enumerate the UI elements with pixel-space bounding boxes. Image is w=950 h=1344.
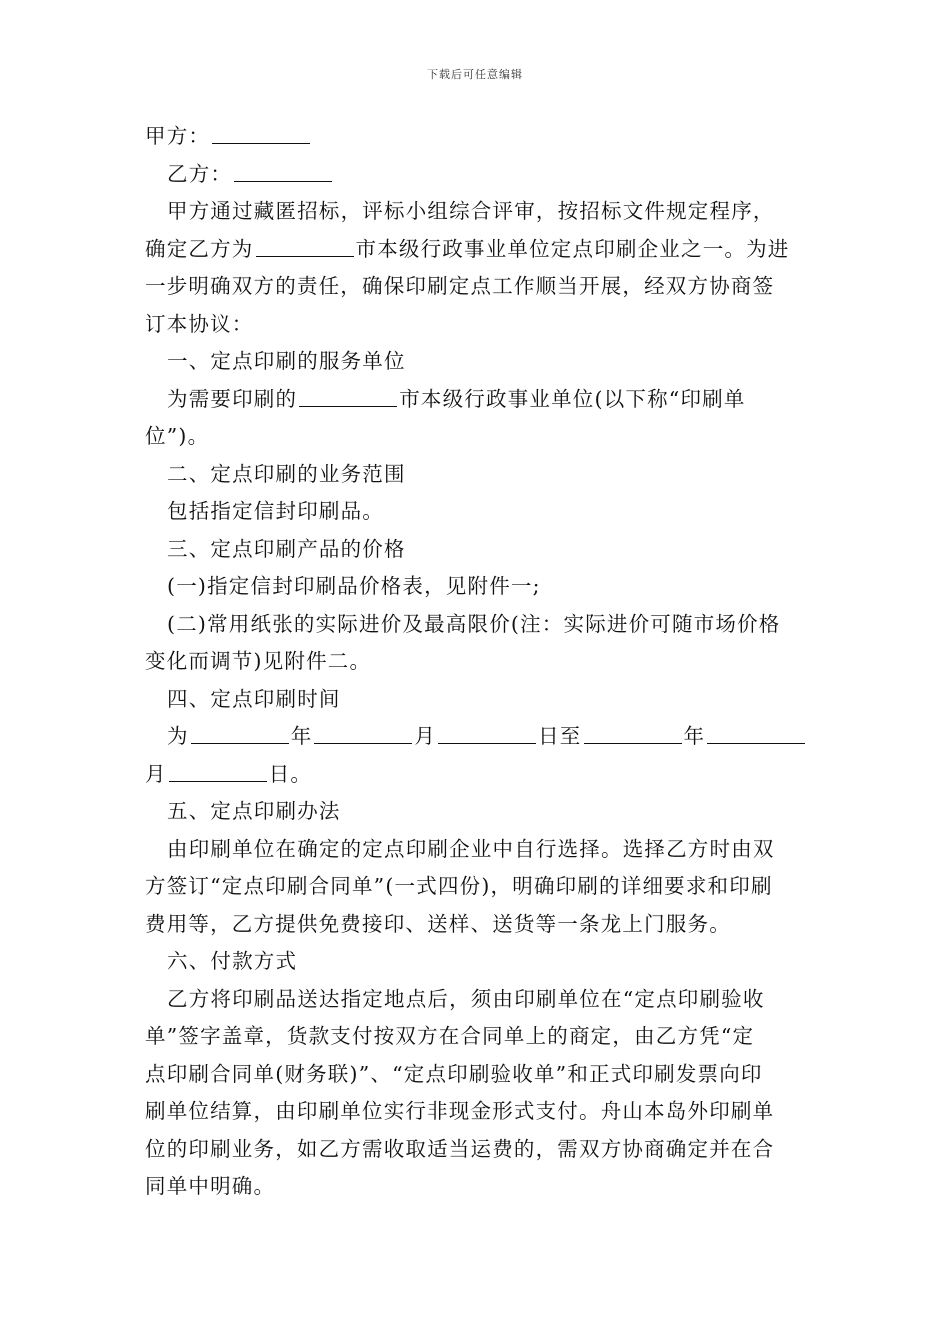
section-6-heading: 六、付款方式 — [167, 949, 298, 973]
party-b-blank — [234, 163, 332, 182]
section-5-heading: 五、定点印刷办法 — [167, 799, 341, 823]
document-body — [145, 118, 807, 1206]
date-year-2-text: 年 — [683, 724, 706, 748]
section-1-line-1a: 为需要印刷的 — [167, 386, 298, 411]
section-4-heading: 四、定点印刷时间 — [167, 686, 341, 711]
section-1-line-1b: 市本级行政事业单位(以下称“印刷单 — [399, 386, 746, 411]
date-blank-5 — [707, 725, 805, 744]
intro-line-2b: 市本级行政事业单位定点印刷企业之一。为进 — [355, 236, 790, 261]
date-month-1-text: 月 — [414, 724, 437, 748]
intro-line-2a: 确定乙方为 — [145, 236, 254, 261]
section-6-line-5: 位的印刷业务，如乙方需收取适当运费的，需双方协商确定并在合 — [145, 1136, 775, 1161]
section-2-text: 包括指定信封印刷品。 — [167, 499, 384, 523]
section-6-line-1: 乙方将印刷品送达指定地点后，须由印刷单位在“定点印刷验收 — [167, 986, 765, 1011]
section-3-item-2b: 变化而调节)见附件二。 — [145, 649, 372, 673]
intro-line-1: 甲方通过藏匿招标，评标小组综合评审，按招标文件规定程序， — [167, 199, 775, 223]
section-1-line-2: 位”)。 — [145, 424, 210, 448]
date-year-2 — [684, 718, 808, 756]
intro-line-2 — [145, 231, 807, 269]
party-a-blank — [212, 125, 310, 144]
section-5-line-2: 方签订“定点印刷合同单”(一式四份)，明确印刷的详细要求和印刷 — [145, 874, 773, 898]
date-blank-3 — [438, 725, 536, 744]
section-2-heading: 二、定点印刷的业务范围 — [167, 461, 406, 486]
date-prefix-text: 为 — [167, 724, 189, 748]
date-blank-2 — [314, 725, 412, 744]
date-month-1 — [414, 718, 538, 756]
date-prefix — [167, 718, 291, 756]
date-blank-4 — [584, 725, 682, 744]
party-a-label: 甲方： — [145, 124, 211, 148]
section-3-item-1: (一)指定信封印刷品价格表，见附件一; — [167, 574, 541, 598]
section-1-line-1 — [145, 381, 807, 419]
date-year-1-text: 年 — [290, 724, 313, 748]
intro-line-4: 订本协议： — [145, 311, 254, 336]
party-b-line — [145, 156, 807, 194]
date-blank-1 — [191, 725, 289, 744]
section-6-line-4: 刷单位结算，由印刷单位实行非现金形式支付。舟山本岛外印刷单 — [145, 1099, 775, 1123]
section-6-line-2: 单”签字盖章，货款支付按双方在合同单上的商定，由乙方凭“定 — [145, 1024, 755, 1048]
page-header: 下载后可任意编辑 — [427, 68, 523, 81]
section-5-line-3: 费用等，乙方提供免费接印、送样、送货等一条龙上门服务。 — [145, 911, 731, 936]
party-b-label: 乙方： — [167, 161, 233, 186]
intro-line-3: 一步明确双方的责任，确保印刷定点工作顺当开展，经双方协商签 — [145, 274, 775, 298]
date-year-1 — [291, 718, 415, 756]
section-1-blank — [299, 388, 397, 407]
date-month-2-text: 月 — [145, 761, 167, 786]
section-1-heading: 一、定点印刷的服务单位 — [167, 349, 406, 373]
section-4-date-line-2 — [145, 756, 807, 794]
section-3-heading: 三、定点印刷产品的价格 — [167, 536, 406, 561]
date-day-1 — [538, 718, 683, 756]
party-a-line — [145, 118, 807, 156]
section-3-item-2a: (二)常用纸张的实际进价及最高限价(注：实际进价可随市场价格 — [167, 611, 781, 636]
section-6-line-3: 点印刷合同单(财务联)”、“定点印刷验收单”和正式印刷发票向印 — [145, 1061, 763, 1086]
section-6-line-6: 同单中明确。 — [145, 1174, 276, 1198]
date-day-2-text: 日。 — [268, 761, 313, 786]
intro-blank — [256, 238, 354, 257]
date-blank-6 — [169, 763, 267, 782]
section-5-line-1: 由印刷单位在确定的定点印刷企业中自行选择。选择乙方时由双 — [167, 836, 775, 861]
section-4-date-line-1 — [145, 718, 807, 756]
date-day-1-text: 日至 — [538, 724, 582, 748]
